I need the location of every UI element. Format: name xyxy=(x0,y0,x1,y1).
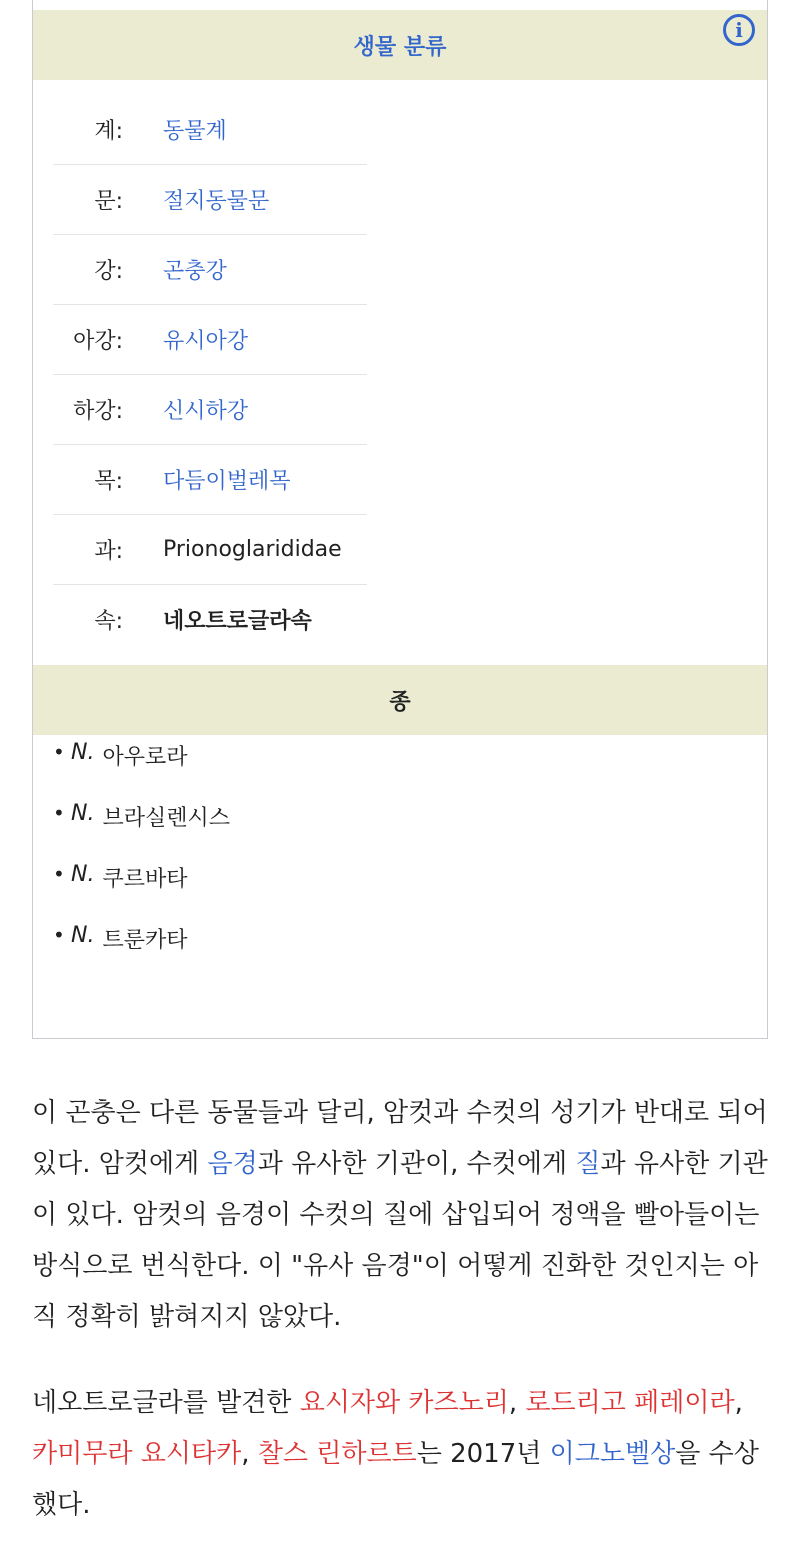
rank-value-link[interactable]: 곤충강 xyxy=(163,259,227,284)
taxobox-header xyxy=(33,10,767,80)
paragraph-text: 과 유사한 기관이, 수컷에게 xyxy=(257,1149,576,1179)
taxonomy-row-family xyxy=(53,515,367,585)
bullet-icon: • xyxy=(53,923,65,947)
genus-abbr: N. xyxy=(71,740,95,765)
rank-value-link[interactable]: 신시하강 xyxy=(163,399,249,424)
body-paragraph-1 xyxy=(32,1088,772,1343)
link-penis[interactable]: 음경 xyxy=(207,1149,258,1179)
redlink-lienhard[interactable]: 찰스 린하르트 xyxy=(257,1439,417,1469)
species-name: 쿠르바타 xyxy=(102,867,188,892)
genus-abbr: N. xyxy=(71,801,95,826)
taxobox xyxy=(32,0,768,1039)
comma: , xyxy=(508,1388,526,1418)
taxonomy-row-infraclass xyxy=(53,375,367,445)
species-name: 브라실렌시스 xyxy=(102,806,230,831)
bullet-icon: • xyxy=(53,801,65,825)
rank-label: 아강: xyxy=(73,329,123,354)
paragraph-text: 네오트로글라를 발견한 xyxy=(32,1388,300,1418)
bullet-icon: • xyxy=(53,740,65,764)
rank-label: 문: xyxy=(94,189,123,214)
rank-value-link[interactable]: 유시아강 xyxy=(163,329,249,354)
comma: , xyxy=(734,1388,743,1418)
redlink-kamimura[interactable]: 카미무라 요시타카 xyxy=(32,1439,242,1469)
rank-label: 계: xyxy=(94,119,123,144)
paragraph-text: 는 2017년 xyxy=(416,1439,550,1469)
rank-label: 목: xyxy=(94,469,123,494)
taxonomy-row-kingdom xyxy=(53,95,367,165)
rank-label: 속: xyxy=(94,609,123,634)
species-name: 아우로라 xyxy=(102,745,188,770)
link-ig-nobel[interactable]: 이그노벨상 xyxy=(549,1439,676,1469)
rank-value-link[interactable]: 동물계 xyxy=(163,119,227,144)
rank-value-link[interactable]: 다듬이벌레목 xyxy=(163,469,291,494)
species-header: 종 xyxy=(33,665,767,735)
rank-label: 강: xyxy=(94,259,123,284)
taxonomy-row-genus xyxy=(53,585,367,654)
rank-label: 하강: xyxy=(73,399,123,424)
list-item xyxy=(53,862,230,923)
taxonomy-rows xyxy=(53,95,367,654)
body-paragraph-2 xyxy=(32,1378,772,1531)
link-vagina[interactable]: 질 xyxy=(575,1149,601,1179)
rank-value: Prionoglarididae xyxy=(163,537,342,562)
genus-abbr: N. xyxy=(71,923,95,948)
genus-abbr: N. xyxy=(71,862,95,887)
info-icon[interactable]: i xyxy=(723,14,755,46)
redlink-ferreira[interactable]: 로드리고 페레이라 xyxy=(525,1388,735,1418)
taxonomy-row-class xyxy=(53,235,367,305)
taxobox-title[interactable]: 생물 분류 xyxy=(353,34,447,60)
taxonomy-row-subclass xyxy=(53,305,367,375)
taxonomy-row-order xyxy=(53,445,367,515)
list-item xyxy=(53,801,230,862)
redlink-yoshizawa[interactable]: 요시자와 카즈노리 xyxy=(299,1388,509,1418)
paragraph-text: 과 유사한 기관이 있다. 암컷의 음경이 수컷의 질에 삽입되어 정액을 빨아들이는 방식으로 번식한다. 이 "유사 음경"이 어떻게 진화한 것인지는 아직 정확히 밝혀지지 않았다. xyxy=(32,1149,768,1332)
comma: , xyxy=(241,1439,258,1469)
rank-value-link[interactable]: 절지동물문 xyxy=(163,189,270,214)
paragraph-text: 을 수상했다. xyxy=(32,1439,759,1520)
rank-value-bold: 네오트로글라속 xyxy=(163,609,312,634)
list-item xyxy=(53,740,230,801)
taxonomy-row-phylum xyxy=(53,165,367,235)
bullet-icon: • xyxy=(53,862,65,886)
rank-label: 과: xyxy=(94,539,123,564)
list-item xyxy=(53,923,230,984)
paragraph-text: 이 곤충은 다른 동물들과 달리, 암컷과 수컷의 성기가 반대로 되어 있다. 암컷에게 xyxy=(32,1098,768,1179)
species-name: 트룬카타 xyxy=(102,928,188,953)
species-list xyxy=(53,740,230,984)
